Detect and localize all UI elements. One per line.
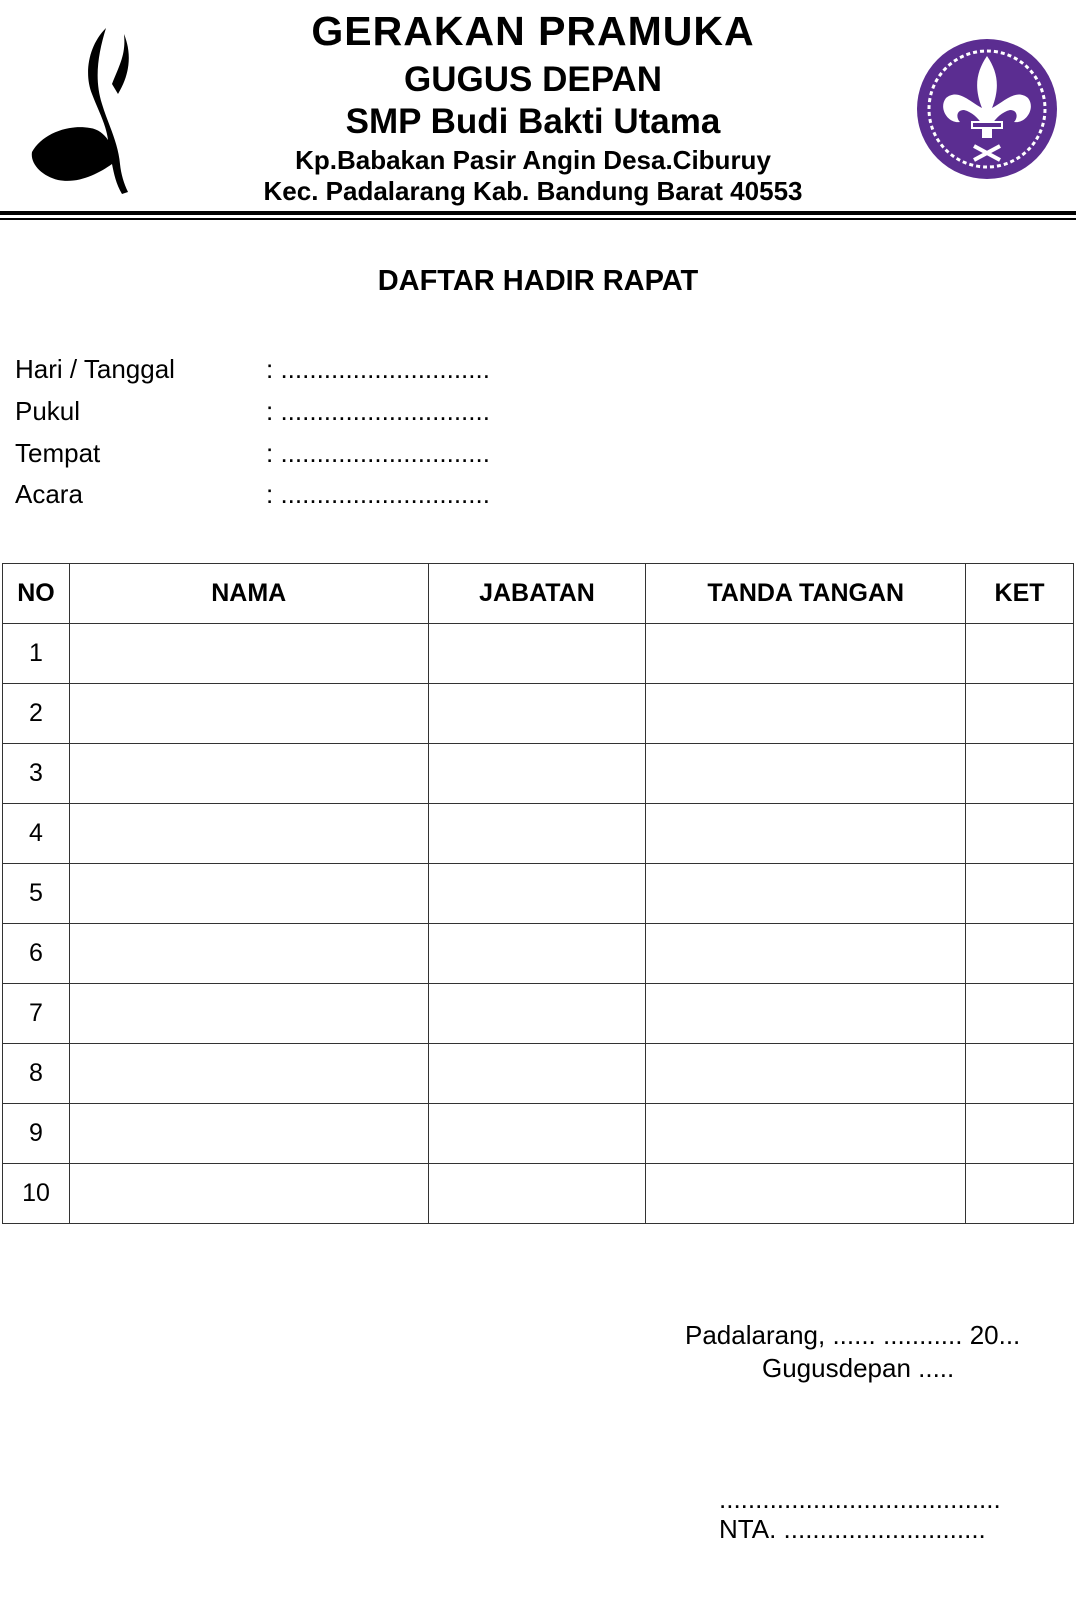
address-line-2: Kec. Padalarang Kab. Bandung Barat 40553 — [263, 176, 803, 206]
cell-no: 5 — [3, 864, 70, 924]
cell-nama[interactable] — [69, 864, 428, 924]
header-jabatan: JABATAN — [428, 564, 646, 624]
cell-ket[interactable] — [966, 1164, 1074, 1224]
table-row — [3, 684, 1074, 744]
nta-line: NTA. ............................ — [719, 1514, 986, 1544]
cell-tanda-tangan[interactable] — [646, 924, 966, 984]
cell-ket[interactable] — [966, 1104, 1074, 1164]
table-row — [3, 1104, 1074, 1164]
header-divider-thin — [0, 218, 1076, 220]
cell-ket[interactable] — [966, 684, 1074, 744]
field-label-agenda: Acara — [15, 479, 83, 509]
field-value-date: : ............................. — [266, 354, 490, 384]
table-row — [3, 804, 1074, 864]
cell-nama[interactable] — [69, 1104, 428, 1164]
cell-no: 9 — [3, 1104, 70, 1164]
cell-no: 4 — [3, 804, 70, 864]
document-title: DAFTAR HADIR RAPAT — [377, 265, 699, 297]
table-row — [3, 1044, 1074, 1104]
cell-no: 3 — [3, 744, 70, 804]
cell-tanda-tangan[interactable] — [646, 624, 966, 684]
cell-tanda-tangan[interactable] — [646, 1044, 966, 1104]
signature-line: ....................................... — [719, 1484, 1001, 1514]
address-line-1: Kp.Babakan Pasir Angin Desa.Ciburuy — [295, 145, 771, 175]
unit-name: GUGUS DEPAN — [404, 60, 662, 99]
cell-nama[interactable] — [69, 624, 428, 684]
cell-nama[interactable] — [69, 1044, 428, 1104]
table-row — [3, 984, 1074, 1044]
header-ket: KET — [966, 564, 1074, 624]
cell-tanda-tangan[interactable] — [646, 804, 966, 864]
cell-nama[interactable] — [69, 1164, 428, 1224]
field-value-time: : ............................. — [266, 396, 490, 426]
cell-no: 1 — [3, 624, 70, 684]
cell-jabatan[interactable] — [428, 624, 646, 684]
field-label-time: Pukul — [15, 396, 81, 426]
cell-ket[interactable] — [966, 624, 1074, 684]
table-row — [3, 1164, 1074, 1224]
cell-tanda-tangan[interactable] — [646, 1104, 966, 1164]
school-name: SMP Budi Bakti Utama — [345, 102, 721, 141]
cell-tanda-tangan[interactable] — [646, 984, 966, 1044]
table-header-row — [3, 564, 1074, 624]
cell-jabatan[interactable] — [428, 1104, 646, 1164]
cell-no: 6 — [3, 924, 70, 984]
cell-jabatan[interactable] — [428, 984, 646, 1044]
table-row — [3, 744, 1074, 804]
cell-no: 10 — [3, 1164, 70, 1224]
org-name: GERAKAN PRAMUKA — [311, 8, 755, 54]
cell-jabatan[interactable] — [428, 744, 646, 804]
cell-nama[interactable] — [69, 984, 428, 1044]
place-date: Padalarang, ...... ........... 20... — [685, 1320, 1021, 1350]
signer-position: Gugusdepan ..... — [762, 1353, 955, 1383]
cell-no: 2 — [3, 684, 70, 744]
cell-jabatan[interactable] — [428, 924, 646, 984]
cell-tanda-tangan[interactable] — [646, 744, 966, 804]
tunas-kelapa-logo — [28, 24, 138, 196]
table-row — [3, 864, 1074, 924]
cell-jabatan[interactable] — [428, 1044, 646, 1104]
cell-ket[interactable] — [966, 804, 1074, 864]
field-label-date: Hari / Tanggal — [15, 354, 175, 384]
cell-ket[interactable] — [966, 924, 1074, 984]
cell-tanda-tangan[interactable] — [646, 1164, 966, 1224]
field-value-agenda: : ............................. — [266, 479, 490, 509]
cell-ket[interactable] — [966, 744, 1074, 804]
cell-nama[interactable] — [69, 804, 428, 864]
cell-tanda-tangan[interactable] — [646, 864, 966, 924]
cell-no: 7 — [3, 984, 70, 1044]
header-nama: NAMA — [69, 564, 428, 624]
cell-ket[interactable] — [966, 984, 1074, 1044]
header-tanda-tangan: TANDA TANGAN — [646, 564, 966, 624]
cell-nama[interactable] — [69, 744, 428, 804]
table-row — [3, 924, 1074, 984]
field-value-place: : ............................. — [266, 438, 490, 468]
cell-no: 8 — [3, 1044, 70, 1104]
attendance-table — [2, 563, 1074, 1224]
cell-jabatan[interactable] — [428, 864, 646, 924]
cell-ket[interactable] — [966, 1044, 1074, 1104]
header-divider — [0, 211, 1076, 215]
world-scout-emblem — [916, 38, 1058, 180]
header-no: NO — [3, 564, 70, 624]
cell-jabatan[interactable] — [428, 684, 646, 744]
cell-tanda-tangan[interactable] — [646, 684, 966, 744]
field-label-place: Tempat — [15, 438, 101, 468]
cell-ket[interactable] — [966, 864, 1074, 924]
cell-jabatan[interactable] — [428, 1164, 646, 1224]
cell-nama[interactable] — [69, 684, 428, 744]
cell-jabatan[interactable] — [428, 804, 646, 864]
table-row — [3, 624, 1074, 684]
cell-nama[interactable] — [69, 924, 428, 984]
